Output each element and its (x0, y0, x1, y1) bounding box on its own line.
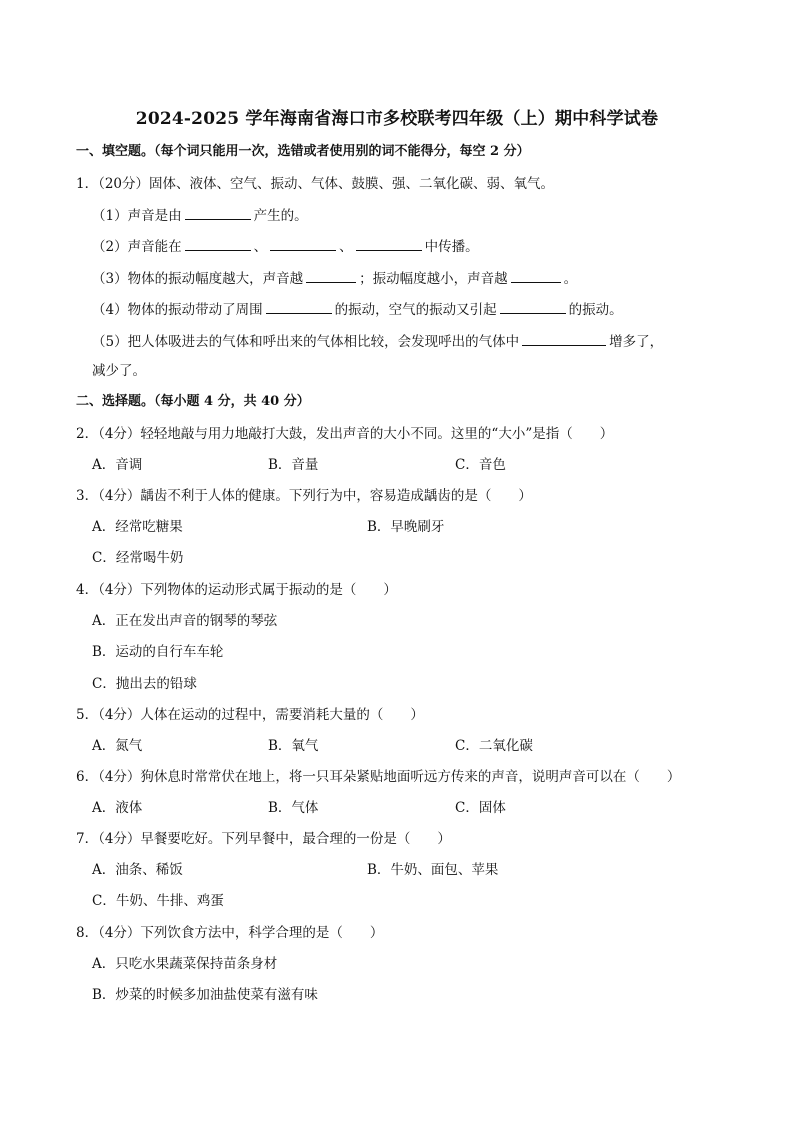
question-1-stem: 1．（20分）固体、液体、空气、振动、气体、鼓膜、强、二氧化碳、弱、氧气。 (76, 176, 555, 192)
q1-part2-sep-2: 、 (339, 239, 353, 255)
q1-part5-text-b: 增多了， (609, 334, 664, 350)
question-7-option-c[interactable]: C．牛奶、牛排、鸡蛋 (92, 893, 224, 909)
question-4-option-b[interactable]: B．运动的自行车车轮 (92, 644, 224, 660)
question-8-option-a[interactable]: A．只吃水果蔬菜保持苗条身材 (92, 956, 278, 972)
q1-part4-text-c: 的振动。 (568, 302, 623, 318)
question-3-stem: 3．（4分）龋齿不利于人体的健康。下列行为中，容易造成龋齿的是（ ） (76, 488, 532, 504)
question-2-option-c[interactable]: C．音色 (455, 457, 506, 473)
question-3-option-c[interactable]: C．经常喝牛奶 (92, 550, 184, 566)
question-4-option-c[interactable]: C．抛出去的铅球 (92, 676, 197, 692)
answer-blank[interactable] (270, 236, 336, 251)
answer-blank[interactable] (306, 268, 356, 283)
question-5-option-c[interactable]: C．二氧化碳 (455, 738, 533, 754)
q1-part2-text-a: （2）声音能在 (92, 239, 182, 255)
section-heading-fill-in: 一、填空题。（每个词只能用一次，选错或者使用别的词不能得分，每空 2 分） (76, 144, 530, 159)
question-1-part-5 (92, 331, 663, 352)
question-8-stem: 8．（4分）下列饮食方法中，科学合理的是（ ） (76, 925, 384, 941)
question-6-option-b[interactable]: B．气体 (268, 800, 319, 816)
question-5-stem: 5．（4分）人体在运动的过程中，需要消耗大量的（ ） (76, 707, 424, 723)
question-1-part-4 (92, 299, 623, 320)
question-3-option-b[interactable]: B．早晚刷牙 (367, 519, 445, 535)
answer-blank[interactable] (500, 299, 566, 314)
page-title: 2024-2025 学年海南省海口市多校联考四年级（上）期中科学试卷 (135, 109, 659, 129)
question-2-option-b[interactable]: B．音量 (268, 457, 319, 473)
question-8-option-b[interactable]: B．炒菜的时候多加油盐使菜有滋有味 (92, 987, 318, 1003)
question-1-part-1 (92, 205, 308, 226)
question-1-part-3 (92, 268, 577, 289)
q1-part3-text-a: （3）物体的振动幅度越大，声音越 (92, 271, 304, 287)
question-4-stem: 4．（4分）下列物体的运动形式属于振动的是（ ） (76, 582, 397, 598)
question-6-option-c[interactable]: C．固体 (455, 800, 506, 816)
q1-part3-text-c: 。 (563, 271, 578, 287)
question-2-stem: 2．（4分）轻轻地敲与用力地敲打大鼓，发出声音的大小不同。这里的“大小”是指（ ） (76, 426, 614, 442)
answer-blank[interactable] (185, 236, 251, 251)
section-heading-choice: 二、选择题。（每小题 4 分，共 40 分） (76, 394, 310, 409)
question-7-option-b[interactable]: B．牛奶、面包、苹果 (367, 862, 499, 878)
answer-blank[interactable] (185, 205, 251, 220)
question-4-option-a[interactable]: A．正在发出声音的钢琴的琴弦 (92, 613, 278, 629)
question-6-stem: 6．（4分）狗休息时常常伏在地上，将一只耳朵紧贴地面听远方传来的声音，说明声音可以在（ ） (76, 769, 681, 785)
question-1-part-5-cont: 减少了。 (92, 363, 146, 379)
question-5-option-a[interactable]: A．氮气 (92, 738, 143, 754)
question-3-option-a[interactable]: A．经常吃糖果 (92, 519, 183, 535)
q1-part3-text-b: ；振动幅度越小，声音越 (359, 271, 508, 287)
answer-blank[interactable] (266, 299, 332, 314)
q1-part4-text-b: 的振动，空气的振动又引起 (334, 302, 497, 318)
question-7-option-a[interactable]: A．油条、稀饭 (92, 862, 183, 878)
question-6-option-a[interactable]: A．液体 (92, 800, 143, 816)
question-1-part-2 (92, 236, 479, 257)
answer-blank[interactable] (522, 331, 606, 346)
q1-part4-text-a: （4）物体的振动带动了周围 (92, 302, 263, 318)
answer-blank[interactable] (356, 236, 422, 251)
q1-part2-text-b: 中传播。 (424, 239, 479, 255)
q1-part5-text-a: （5）把人体吸进去的气体和呼出来的气体相比较，会发现呼出的气体中 (92, 334, 520, 350)
q1-part2-sep-1: 、 (253, 239, 268, 255)
q1-part1-text-b: 产生的。 (253, 208, 308, 224)
answer-blank[interactable] (511, 268, 561, 283)
question-2-option-a[interactable]: A．音调 (92, 457, 143, 473)
q1-part1-text-a: （1）声音是由 (92, 208, 182, 224)
question-7-stem: 7．（4分）早餐要吃好。下列早餐中，最合理的一份是（ ） (76, 831, 451, 847)
question-5-option-b[interactable]: B．氧气 (268, 738, 319, 754)
